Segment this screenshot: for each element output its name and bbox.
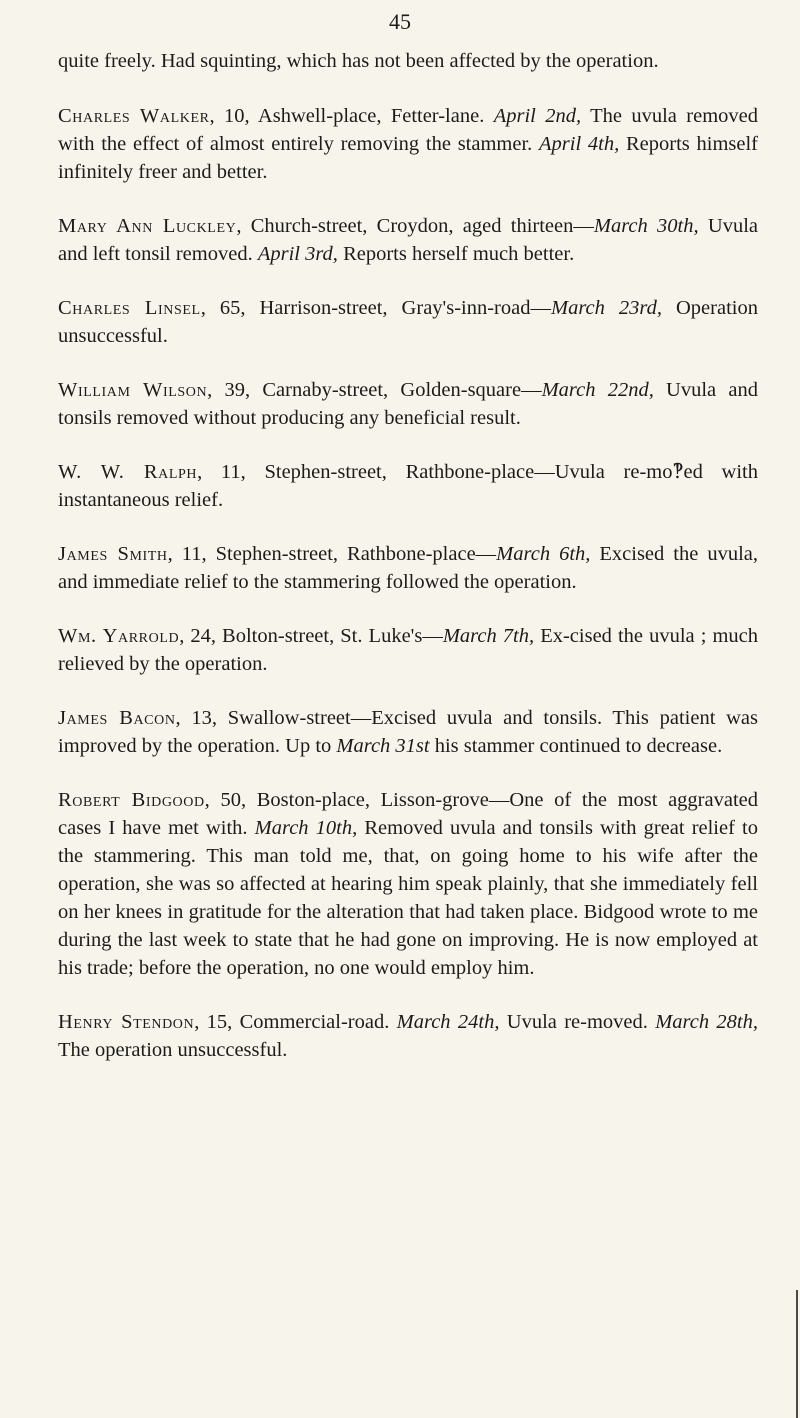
paragraph-text: , Church-street, Croydon, aged thirteen— bbox=[236, 215, 594, 237]
case-entry-paragraph bbox=[58, 786, 758, 982]
case-entry-paragraph bbox=[58, 622, 758, 678]
date-text: March 22nd, bbox=[541, 379, 654, 401]
date-text: March 31st bbox=[336, 735, 430, 757]
patient-name: Mary Ann Luckley bbox=[58, 215, 237, 237]
patient-name: James Smith bbox=[58, 543, 168, 565]
paragraph-text: , 65, Harrison-street, Gray's-inn-road— bbox=[200, 297, 551, 319]
paragraph-text: his stammer continued to decrease. bbox=[429, 735, 723, 757]
case-entry-paragraph bbox=[58, 540, 758, 596]
date-text: March 30th, bbox=[593, 215, 699, 237]
paragraph-text: Excised the uvula, and immediate relief to the stammering followed the operation. bbox=[58, 543, 758, 593]
page-body bbox=[58, 47, 758, 1090]
patient-name: Charles Linsel bbox=[58, 297, 201, 319]
case-entry-paragraph bbox=[58, 1008, 758, 1064]
patient-name: Robert Bidgood bbox=[58, 789, 205, 811]
paragraph-text: The uvula removed with the effect of almost entirely removing the stammer. bbox=[58, 105, 759, 155]
paragraph-text: Removed uvula and tonsils with great relief to the stammering. This man told me, that, on going home to his wife after the operation, she was so affected at hearing him speak plainly, that she immediately fell on her knees in gratitude for the alteration that had taken place. Bidgood wrote to me during the last week to state that he had gone on improving. He is now employed at his trade; before the operation, no one would employ him. bbox=[58, 817, 758, 979]
date-text: March 10th, bbox=[254, 817, 358, 839]
page-number: 45 bbox=[389, 9, 411, 34]
paragraph-text: , 11, Stephen-street, Rathbone-place— bbox=[167, 543, 497, 565]
page-edge-shadow bbox=[796, 1290, 798, 1418]
paragraph-text: , 13, Swallow-street—Excised uvula and tonsils. This patient was improved by the operation. Up to bbox=[58, 707, 758, 757]
paragraph-text: , 24, Bolton-street, St. Luke's— bbox=[179, 625, 443, 647]
paragraph-text: , 11, Stephen-street, Rathbone-place—Uvula re-mo‽ed with instantaneous relief. bbox=[58, 461, 758, 511]
paragraph-text: , 39, Carnaby-street, Golden-square— bbox=[207, 379, 542, 401]
date-text: March 7th, bbox=[442, 625, 535, 647]
patient-name: Charles Walker bbox=[58, 105, 210, 127]
patient-name: W. W. Ralph bbox=[58, 461, 198, 483]
date-text: March 6th, bbox=[496, 543, 591, 565]
paragraph-text: The operation unsuccessful. bbox=[58, 1039, 288, 1061]
patient-name: James Bacon bbox=[58, 707, 176, 729]
paragraph-text: quite freely. Had squinting, which has not been affected by the operation. bbox=[58, 50, 659, 72]
paragraph-text: , 10, Ashwell-place, Fetter-lane. bbox=[209, 105, 494, 127]
date-text: March 28th, bbox=[655, 1011, 758, 1033]
paragraph-text: Uvula and left tonsil removed. bbox=[58, 215, 758, 265]
case-entry-paragraph bbox=[58, 704, 758, 760]
date-text: March 23rd, bbox=[551, 297, 662, 319]
paragraph-text: , 50, Boston-place, Lisson-grove—One of the most aggravated cases I have met with. bbox=[58, 789, 759, 839]
case-entry-paragraph bbox=[58, 102, 758, 186]
patient-name: Henry Stendon bbox=[58, 1011, 195, 1033]
date-text: April 3rd, bbox=[257, 243, 338, 265]
paragraph-text: Uvula and tonsils removed without producing any beneficial result. bbox=[58, 379, 758, 429]
paragraph-text: Reports herself much better. bbox=[337, 243, 575, 265]
patient-name: Wm. Yarrold bbox=[58, 625, 180, 647]
patient-name: William Wilson bbox=[58, 379, 208, 401]
case-entry-paragraph bbox=[58, 212, 758, 268]
paragraph-text: Operation unsuccessful. bbox=[58, 297, 758, 347]
paragraph-text: Reports himself infinitely freer and better. bbox=[58, 133, 759, 183]
date-text: April 4th, bbox=[539, 133, 620, 155]
case-entry-paragraph bbox=[58, 376, 758, 432]
paragraph-text: Uvula re-moved. bbox=[499, 1011, 656, 1033]
date-text: April 2nd, bbox=[493, 105, 582, 127]
paragraph-text: Ex-cised the uvula ; much relieved by the operation. bbox=[58, 625, 758, 675]
case-entry-paragraph bbox=[58, 458, 758, 514]
case-entry-paragraph bbox=[58, 294, 758, 350]
continuation-paragraph bbox=[58, 47, 758, 75]
date-text: March 24th, bbox=[396, 1011, 500, 1033]
paragraph-text: , 15, Commercial-road. bbox=[194, 1011, 397, 1033]
